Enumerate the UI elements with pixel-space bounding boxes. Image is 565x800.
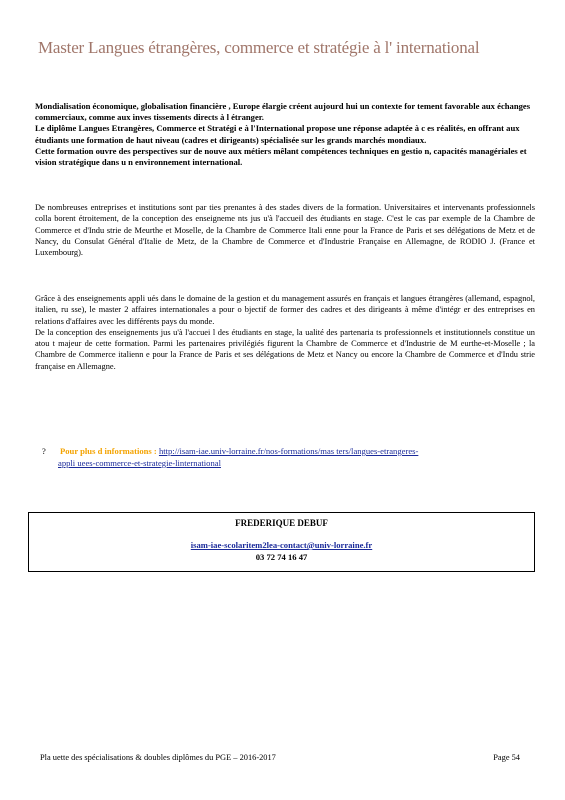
footer-text: Pla uette des spécialisations & doubles diplômes du PGE – 2016-2017	[40, 753, 276, 762]
intro-block	[35, 101, 535, 168]
contact-email-link[interactable]: isam-iae-scolaritem2lea-contact@univ-lorraine.fr	[190, 540, 373, 550]
page-title: Master Langues étrangères, commerce et stratégie à l' international	[38, 38, 480, 57]
program-link-continued[interactable]: appli uees-commerce-et-strategie-linternational	[58, 458, 221, 468]
program-link[interactable]: http://isam-iae.univ-lorraine.fr/nos-formations/mas ters/langues-etrangeres-	[158, 446, 419, 456]
body-paragraph: Grâce à des enseignements appli ués dans le domaine de la gestion et du management assurés en français et langues étrangères (allemand, espagnol, italien, ru sse), le master 2 affaires internationales a pour o bjectif de former des cadres et des dirigeants à même d'intégr er des entreprises en relations d'affaires avec les différents pays du monde.	[35, 294, 535, 326]
bullet-icon: ?	[42, 446, 46, 456]
intro-paragraph: Mondialisation économique, globalisation financière , Europe élargie créent aujourd hui un contexte for tement favorable aux échanges commerciaux, comme aux inves tissements directs à l étranger.	[35, 101, 531, 123]
intro-paragraph: Le diplôme Langues Etrangères, Commerce et Stratégi e à l'International propose une réponse adaptée à c es réalités, en offrant aux étudiants une formation de haut niveau (cadres et dirigeants) spécialisée sur les grands marchés mondiaux.	[35, 123, 520, 145]
more-info	[42, 445, 532, 469]
page-footer	[40, 753, 520, 762]
more-info-label: Pour plus d informations :	[60, 446, 157, 456]
contact-box	[28, 512, 535, 572]
partners-paragraph: De nombreuses entreprises et institutions sont par ties prenantes à des stades divers de la formation. Universitaires et intervenants professionnels colla borent étroitement, de la conception des enseigneme nts jus u'à l'accueil des étudiants en stage. C'est le cas par exemple de la Chambre de Commerce et d'Indu strie de Meurthe et Moselle, de la Chambre de Commerce Itali enne pour la France de Paris et ses délégations de Metz et de Nancy, du Consulat Général d'Italie de Metz, de la Chambre de Commerce et d'Industrie Française en Allemagne, de RODIO J. (France et Luxembourg).	[35, 203, 535, 258]
intro-paragraph: Cette formation ouvre des perspectives sur de nouve aux métiers mêlant compétences techniques en gestio n, capacités managériales et vision stratégique dans u n environnement international.	[35, 145, 527, 168]
program-description	[35, 293, 535, 372]
page-number: Page 54	[493, 753, 520, 762]
contact-name: FREDERIQUE DEBUF	[235, 518, 328, 528]
body-paragraph: De la conception des enseignements jus u'à l'accuei l des étudiants en stage, la ualité des partenaria ts professionnels et institutionnels constitue un atou t majeur de cette formation. Parmi les partenaires privilégiés figurent la Chambre de Commerce et d'Industrie de M eurthe-et-Moselle ; la Chambre de Commerce italienn e pour la France de Paris et ses délégations de Metz et Nancy ou encore la Chambre de Commerce et d'Indu strie française en Allemagne.	[35, 327, 535, 371]
contact-phone: 03 72 74 16 47	[255, 552, 308, 562]
